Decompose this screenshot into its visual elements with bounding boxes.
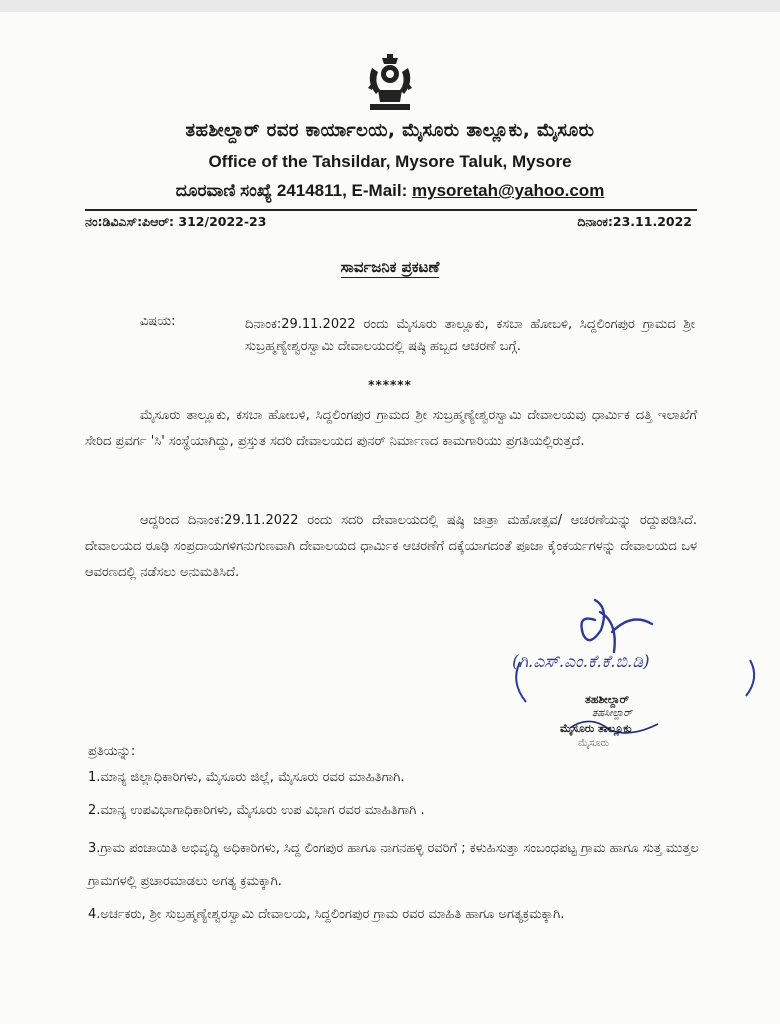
signatory-name: (ಗಿ.ಎಸ್.ಎಂ.ಕೆ.ಕೆ.ಬಿ.ಡಿ) [512,652,650,672]
phone-text: ದೂರವಾಣಿ ಸಂಖ್ಯೆ 2414811, E-Mail: [175,181,408,200]
copy-item-3: 3.ಗ್ರಾಮ ಪಂಚಾಯಿತಿ ಅಭಿವೃದ್ಧಿ ಅಧಿಕಾರಿಗಳು, ಸಿದ್ದ ಲಿಂಗಪುರ ಹಾಗೂ ನಾಗನಹಳ್ಳಿ ರವರಿಗೆ ; ಕಳುಹಿಸುತ್ತಾ ಸಂಬಂಧಪಟ್ಟ ಗ್ರಾಮ ಹಾಗೂ ಸುತ್ತ ಮುತ್ತಲ ಗ್ರಾಮಗಳಲ್ಲಿ ಪ್ರಚಾರಮಾಡಲು ಅಗತ್ಯ ಕ್ರಮಕ್ಕಾಗಿ. [88,841,699,889]
state-emblem-icon [360,50,420,116]
document-date: ದಿನಾಂಕ:23.11.2022 [577,214,692,229]
body-paragraph-2: ಆದ್ದರಿಂದ ದಿನಾಂಕ:29.11.2022 ರಂದು ಸದರಿ ದೇವಾಲಯದಲ್ಲಿ ಷಷ್ಠಿ ಜಾತ್ರಾ ಮಹೋತ್ಸವ/ ಆಚರಣೆಯನ್ನು ರದ್ದುಪಡಿಸಿದೆ. ದೇವಾಲಯದ ರೂಢಿ ಸಂಪ್ರದಾಯಗಳಿಗನುಗುಣವಾಗಿ ದೇವಾಲಯದ ಧಾರ್ಮಿಕ ಆಚರಣೆಗೆ ದಕ್ಕೆಯಾಗದಂತೆ ಪೂಜಾ ಕೈಂಕರ್ಯಗಳನ್ನು ದೇವಾಲಯದ ಒಳ ಆವರಣದಲ್ಲಿ ನಡೆಸಲು ಅನುಮತಿಸಿದೆ. [85,513,697,580]
seal-line-3: ಮೈಸೂರು [578,738,610,749]
subject-label: ವಿಷಯ: [140,314,176,329]
seal-line-1: ತಹಸೀಲ್ದಾರ್ [592,708,632,719]
signatory-designation: ತಹಶೀಲ್ದಾರ್ [585,693,630,706]
copy-item-2: 2.ಮಾನ್ಯ ಉಪವಿಭಾಗಾಧಿಕಾರಿಗಳು, ಮೈಸೂರು ಉಪ ವಿಭಾಗ ರವರ ಮಾಹಿತಿಗಾಗಿ . [88,803,425,818]
separator-stars: ****** [368,378,412,392]
copies-heading: ಪ್ರತಿಯನ್ನು: [88,744,136,759]
header-divider [85,209,697,211]
body-paragraph-1: ಮೈಸೂರು ತಾಲ್ಲೂಕು, ಕಸಬಾ ಹೋಬಳಿ, ಸಿದ್ದಲಿಂಗಪುರ ಗ್ರಾಮದ ಶ್ರೀ ಸುಬ್ರಹ್ಮಣ್ಯೇಶ್ವರಸ್ವಾಮಿ ದೇವಾಲಯವು ಧಾರ್ಮಿಕ ದತ್ತಿ ಇಲಾಖೆಗೆ ಸೇರಿದ ಪ್ರವರ್ಗ 'ಸಿ' ಸಂಸ್ಥೆಯಾಗಿದ್ದು, ಪ್ರಸ್ತುತ ಸದರಿ ದೇವಾಲಯದ ಪುನರ್ ನಿರ್ಮಾಣದ ಕಾಮಗಾರಿಯು ಪ್ರಗತಿಯಲ್ಲಿರುತ್ತದೆ. [85,408,697,449]
email-link[interactable]: mysoretah@yahoo.com [412,181,605,200]
notice-title-text: ಸಾರ್ವಜನಿಕ ಪ್ರಕಟಣೆ [340,258,440,276]
notice-title [0,258,780,276]
office-title-english: Office of the Tahsildar, Mysore Taluk, Mysore [208,152,572,171]
copy-item-1: 1.ಮಾನ್ಯ ಜಿಲ್ಲಾಧಿಕಾರಿಗಳು, ಮೈಸೂರು ಜಿಲ್ಲೆ, ಮೈಸೂರು ರವರ ಮಾಹಿತಿಗಾಗಿ. [88,770,405,785]
office-title-kannada: ತಹಶೀಲ್ದಾರ್ ರವರ ಕಾರ್ಯಾಲಯ, ಮೈಸೂರು ತಾಲ್ಲೂಕು, ಮೈಸೂರು [185,120,595,141]
reference-number: ನಂ:ಡಿವಿಎಸ್:ಪಿಆರ್: 312/2022-23 [85,214,267,229]
subject-text: ದಿನಾಂಕ:29.11.2022 ರಂದು ಮೈಸೂರು ತಾಲ್ಲೂಕು, ಕಸಬಾ ಹೋಬಳಿ, ಸಿದ್ದಲಿಂಗಪುರ ಗ್ರಾಮದ ಶ್ರೀ ಸುಬ್ರಹ್ಮಣ್ಯೇಶ್ವರಸ್ವಾಮಿ ದೇವಾಲಯದಲ್ಲಿ ಷಷ್ಠಿ ಹಬ್ಬದ ಆಚರಣೆ ಬಗ್ಗೆ. [245,317,695,354]
scan-top-edge [0,0,780,12]
copy-item-4: 4.ಅರ್ಚಕರು, ಶ್ರೀ ಸುಬ್ರಹ್ಮಣ್ಯೇಶ್ವರಸ್ವಾಮಿ ದೇವಾಲಯ, ಸಿದ್ದಲಿಂಗಪುರ ಗ್ರಾಮ ರವರ ಮಾಹಿತಿ ಹಾಗೂ ಅಗತ್ಯಕ್ರಮಕ್ಕಾಗಿ. [88,907,565,922]
seal-line-2: ಮೈಸೂರು ತಾಲ್ಲೂಕು [560,722,632,735]
contact-line [0,181,780,201]
